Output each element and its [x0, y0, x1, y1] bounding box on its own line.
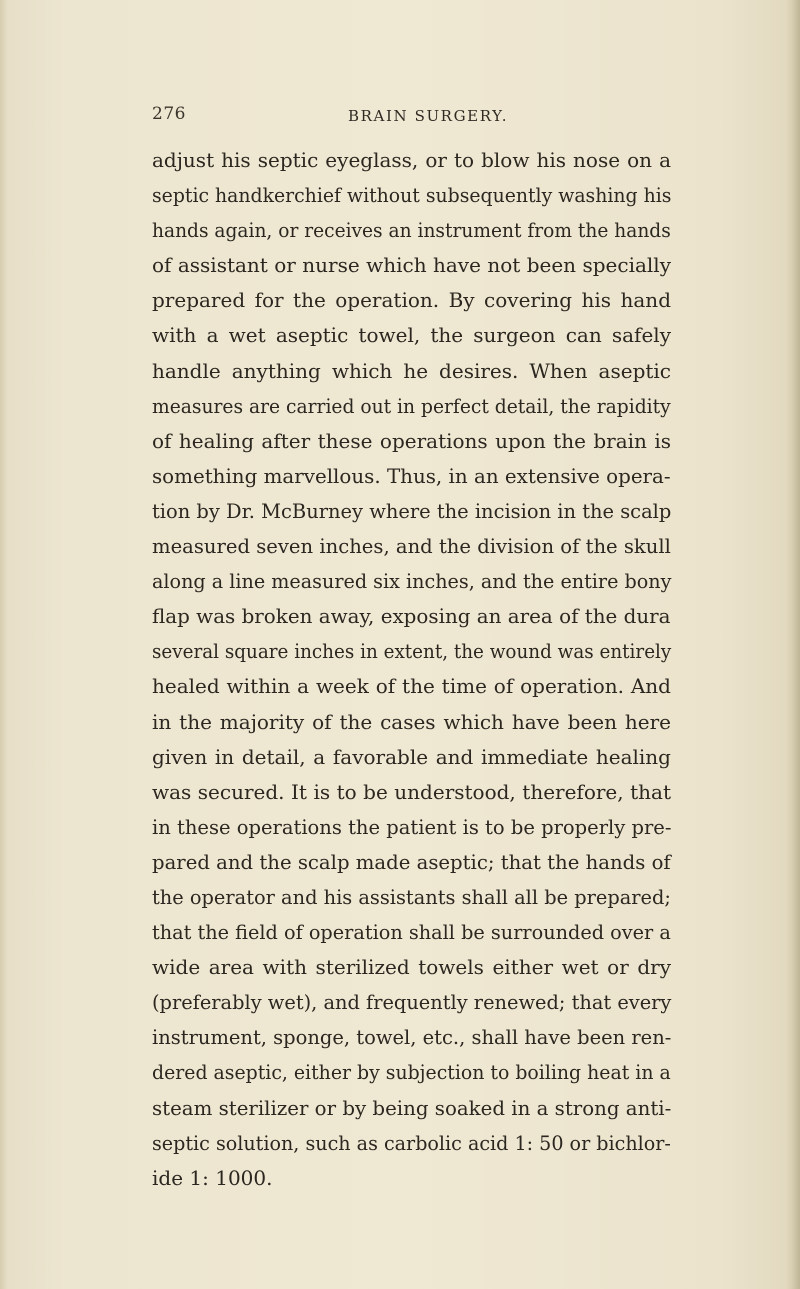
text-line: prepared for the operation. By covering his hand — [152, 288, 671, 313]
text-line: septic solution, such as carbolic acid 1: 50 or bichlor- — [152, 1130, 671, 1155]
text-line: along a line measured six inches, and the entire bony — [152, 569, 672, 594]
text-line: that the field of operation shall be surrounded over a — [152, 920, 671, 945]
page-header — [152, 104, 672, 134]
text-line: given in detail, a favorable and immediate healing — [152, 744, 671, 769]
text-line: measures are carried out in perfect detail, the rapidity — [152, 393, 671, 418]
page-left-shadow — [0, 0, 8, 1289]
body-paragraph — [152, 143, 671, 1196]
text-line: septic handkerchief without subsequently washing his — [152, 183, 672, 208]
page-number: 276 — [152, 104, 186, 124]
text-line-last: ide 1: 1000. — [152, 1165, 273, 1190]
text-line: measured seven inches, and the division of the skull — [152, 534, 671, 559]
text-line: tion by Dr. McBurney where the incision in the scalp — [152, 498, 672, 523]
text-line: in the majority of the cases which have been here — [152, 709, 671, 734]
text-line: handle anything which he desires. When aseptic — [152, 358, 671, 383]
text-line: was secured. It is to be understood, therefore, that — [152, 779, 671, 804]
text-line: the operator and his assistants shall all be prepared; — [152, 884, 671, 909]
text-line: healed within a week of the time of operation. And — [152, 674, 671, 699]
text-line: steam sterilizer or by being soaked in a strong anti- — [152, 1095, 672, 1120]
text-line: something marvellous. Thus, in an extensive opera- — [152, 463, 671, 488]
text-line: of healing after these operations upon the brain is — [152, 428, 671, 453]
text-line: flap was broken away, exposing an area of the dura — [152, 604, 671, 629]
text-line: (preferably wet), and frequently renewed; that every — [152, 990, 672, 1015]
text-line: instrument, sponge, towel, etc., shall have been ren- — [152, 1025, 672, 1050]
text-line: in these operations the patient is to be properly pre- — [152, 814, 672, 839]
page-right-edge — [786, 0, 800, 1289]
text-line: with a wet aseptic towel, the surgeon can safely — [152, 323, 671, 348]
text-line: adjust his septic eyeglass, or to blow his nose on a — [152, 148, 671, 172]
text-line: dered aseptic, either by subjection to boiling heat in a — [152, 1060, 671, 1085]
text-line: wide area with sterilized towels either wet or dry — [152, 955, 671, 980]
text-line: pared and the scalp made aseptic; that the hands of — [152, 849, 671, 874]
text-line: hands again, or receives an instrument from the hands — [152, 218, 671, 243]
running-head: BRAIN SURGERY. — [348, 107, 509, 125]
text-line: of assistant or nurse which have not been specially — [152, 253, 671, 278]
text-line: several square inches in extent, the wound was entirely — [152, 639, 672, 664]
